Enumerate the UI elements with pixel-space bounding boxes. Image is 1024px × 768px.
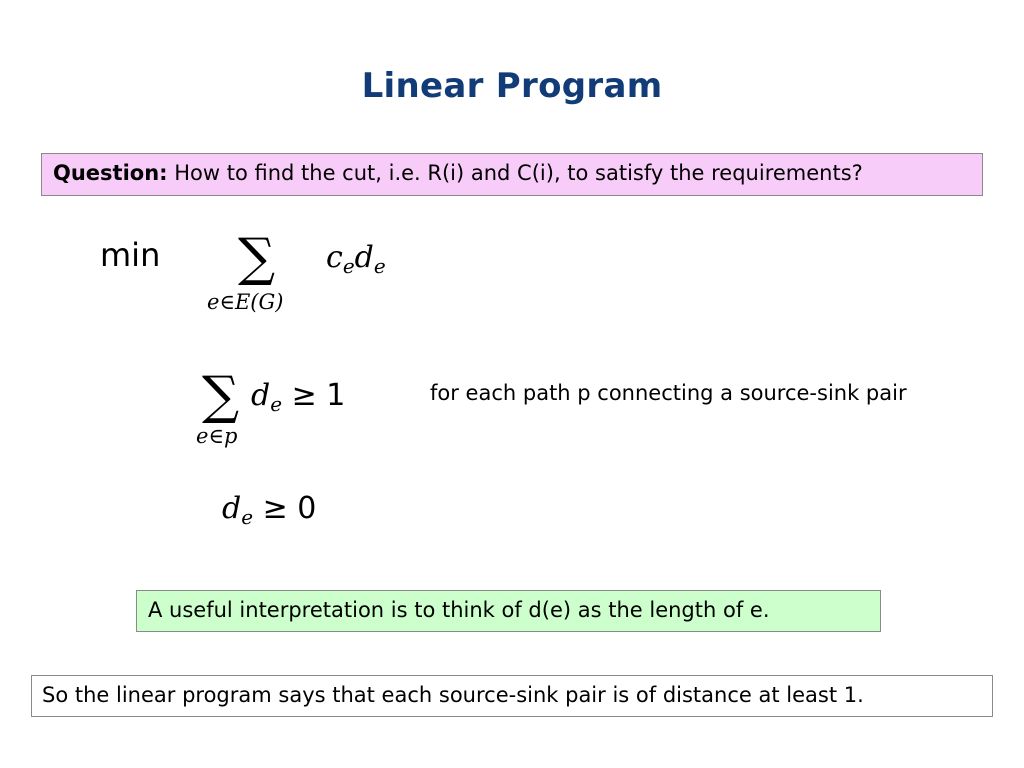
constraint2-rhs: 0	[297, 491, 317, 526]
question-text: How to find the cut, i.e. R(i) and C(i), to satisfy the requirements?	[167, 161, 863, 185]
constraint1-sum-symbol: ∑	[202, 366, 240, 426]
constraint1-relation: ≥	[291, 378, 317, 413]
question-label: Question:	[53, 161, 168, 185]
objective-c-sub: e	[342, 254, 355, 278]
constraint2-var: d	[222, 491, 242, 526]
constraint2-var-sub: e	[241, 505, 254, 529]
conclusion-box: So the linear program says that each source-sink pair is of distance at least 1.	[31, 675, 993, 717]
min-label: min	[100, 236, 161, 274]
constraint1-rhs: 1	[326, 378, 346, 413]
constraint1-sum-index: e∈p	[196, 424, 238, 448]
constraint1-var: d	[251, 378, 271, 413]
objective-sum-index: e∈E(G)	[207, 290, 284, 314]
objective-c: c	[326, 240, 343, 275]
constraint1-condition: for each path p connecting a source-sink pair	[430, 381, 907, 405]
objective-term	[326, 240, 386, 278]
objective-d: d	[354, 240, 374, 275]
constraint1-var-sub: e	[270, 392, 283, 416]
question-box	[41, 153, 983, 196]
constraint2-relation: ≥	[262, 491, 288, 526]
interpretation-box: A useful interpretation is to think of d(e) as the length of e.	[136, 590, 881, 632]
objective-d-sub: e	[373, 254, 386, 278]
constraint2-expression	[222, 491, 316, 529]
objective-sum-symbol: ∑	[238, 228, 276, 288]
slide-title: Linear Program	[361, 66, 663, 106]
constraint1-expression	[251, 378, 345, 416]
